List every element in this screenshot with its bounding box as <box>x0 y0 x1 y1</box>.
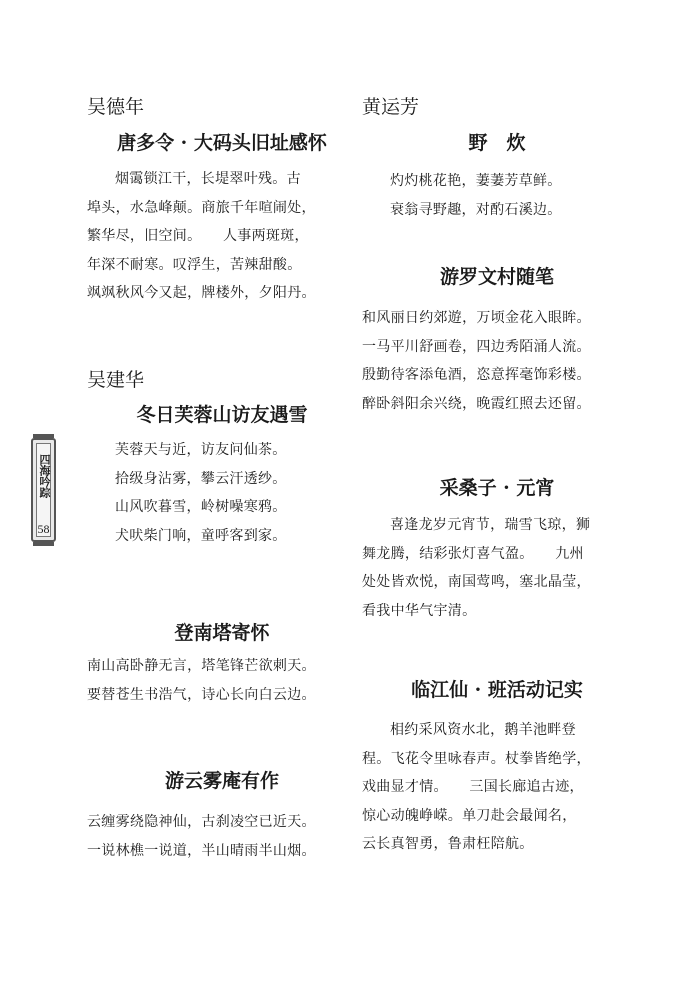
section-tab-inner <box>36 443 51 537</box>
poem-line: 相约采风资水北，鹅羊池畔登 <box>390 722 576 738</box>
poem-line: 芙蓉天与近，访友问仙茶。 <box>115 442 287 458</box>
poem-line: 看我中华气宇清。 <box>362 602 477 619</box>
poem-line: 烟霭锁江干，长堤翠叶残。古 <box>115 171 301 187</box>
poem-block <box>87 620 357 646</box>
poem-block <box>87 95 357 119</box>
poem-line: 一说林樵一说道，半山晴雨半山烟。 <box>87 842 316 859</box>
poem-line: 山风吹暮雪，岭树噪寒鸦。 <box>115 499 287 515</box>
poem-block <box>87 768 357 794</box>
poem-line: 舞龙腾，结彩张灯喜气盈。 九州 <box>362 545 584 562</box>
poem-body <box>362 304 632 418</box>
poem-author: 黄运芳 <box>362 96 420 118</box>
poem-block <box>362 130 632 156</box>
poem-line: 程。飞花令里咏春声。杖拳皆绝学， <box>362 750 591 767</box>
poem-body <box>87 808 357 865</box>
poem-body <box>87 165 357 308</box>
poem-line: 一马平川舒画卷，四边秀陌涌人流。 <box>362 338 591 355</box>
poem-title: 游罗文村随笔 <box>439 266 554 288</box>
poem-body <box>362 716 632 859</box>
poem-line: 埠头，水急峰颠。商旅千年喧闹处， <box>87 199 316 216</box>
poem-line: 飒飒秋风今又起，牌楼外，夕阳丹。 <box>87 285 316 301</box>
poem-line: 南山高卧静无言，塔笔锋芒欲刺天。 <box>87 658 316 674</box>
poem-line: 和风丽日约郊遊，万顷金花入眼眸。 <box>362 310 591 326</box>
poem-author: 吴德年 <box>87 96 145 118</box>
poem-title: 野 炊 <box>468 132 526 154</box>
poem-body <box>362 511 632 625</box>
poem-line: 云长真智勇，鲁肃枉陪航。 <box>362 836 534 852</box>
poem-body <box>87 652 357 709</box>
poem-line: 处处皆欢悦，南国莺鸣，塞北晶莹， <box>362 574 591 590</box>
poem-block <box>362 95 632 119</box>
poem-body <box>362 167 632 224</box>
poem-line: 衰翁寻野趣，对酌石溪边。 <box>390 201 562 218</box>
poem-block <box>87 402 357 428</box>
poem-block <box>362 264 632 290</box>
section-tab <box>31 438 56 542</box>
poem-author: 吴建华 <box>87 369 145 391</box>
poem-line: 戏曲显才情。 三国长廊追古迹， <box>362 779 584 795</box>
poem-line: 犬吠柴门响，童呼客到家。 <box>115 527 287 544</box>
poem-title: 唐多令 · 大码头旧址感怀 <box>117 132 327 154</box>
poem-title: 采桑子 · 元宵 <box>439 477 555 499</box>
poem-line: 年深不耐寒。叹浮生，苦辣甜酸。 <box>87 256 302 273</box>
poem-line: 喜逢龙岁元宵节，瑞雪飞琼，狮 <box>390 517 591 533</box>
poem-line: 繁华尽，旧空间。 人事两斑斑， <box>87 228 309 244</box>
poem-line: 灼灼桃花艳，萋萋芳草鲜。 <box>390 173 562 189</box>
poem-title: 游云雾庵有作 <box>164 770 279 792</box>
poem-line: 拾级身沾雾，攀云汗透纱。 <box>115 470 287 487</box>
poem-block <box>362 677 632 703</box>
poem-block <box>87 130 357 156</box>
poem-title: 临江仙 · 班活动记实 <box>411 679 583 701</box>
poem-line: 醉卧斜阳余兴绕，晚霞红照去还留。 <box>362 395 591 412</box>
poem-line: 殷勤待客添龟酒，恣意挥毫饰彩楼。 <box>362 367 591 383</box>
poem-body <box>87 436 357 550</box>
poem-line: 惊心动魄峥嵘。单刀赴会最闻名， <box>362 807 577 824</box>
poem-title: 冬日芙蓉山访友遇雪 <box>136 404 308 426</box>
poem-line: 要替苍生书浩气，诗心长向白云边。 <box>87 686 316 703</box>
poem-block <box>87 368 357 392</box>
poem-title: 登南塔寄怀 <box>174 622 270 644</box>
poem-line: 云缠雾绕隐神仙，古刹凌空已近天。 <box>87 814 316 830</box>
tab-cap-bottom <box>33 542 54 546</box>
section-title: 四海吟踪 <box>38 454 51 498</box>
page-number: 58 <box>37 522 50 536</box>
poem-block <box>362 475 632 501</box>
